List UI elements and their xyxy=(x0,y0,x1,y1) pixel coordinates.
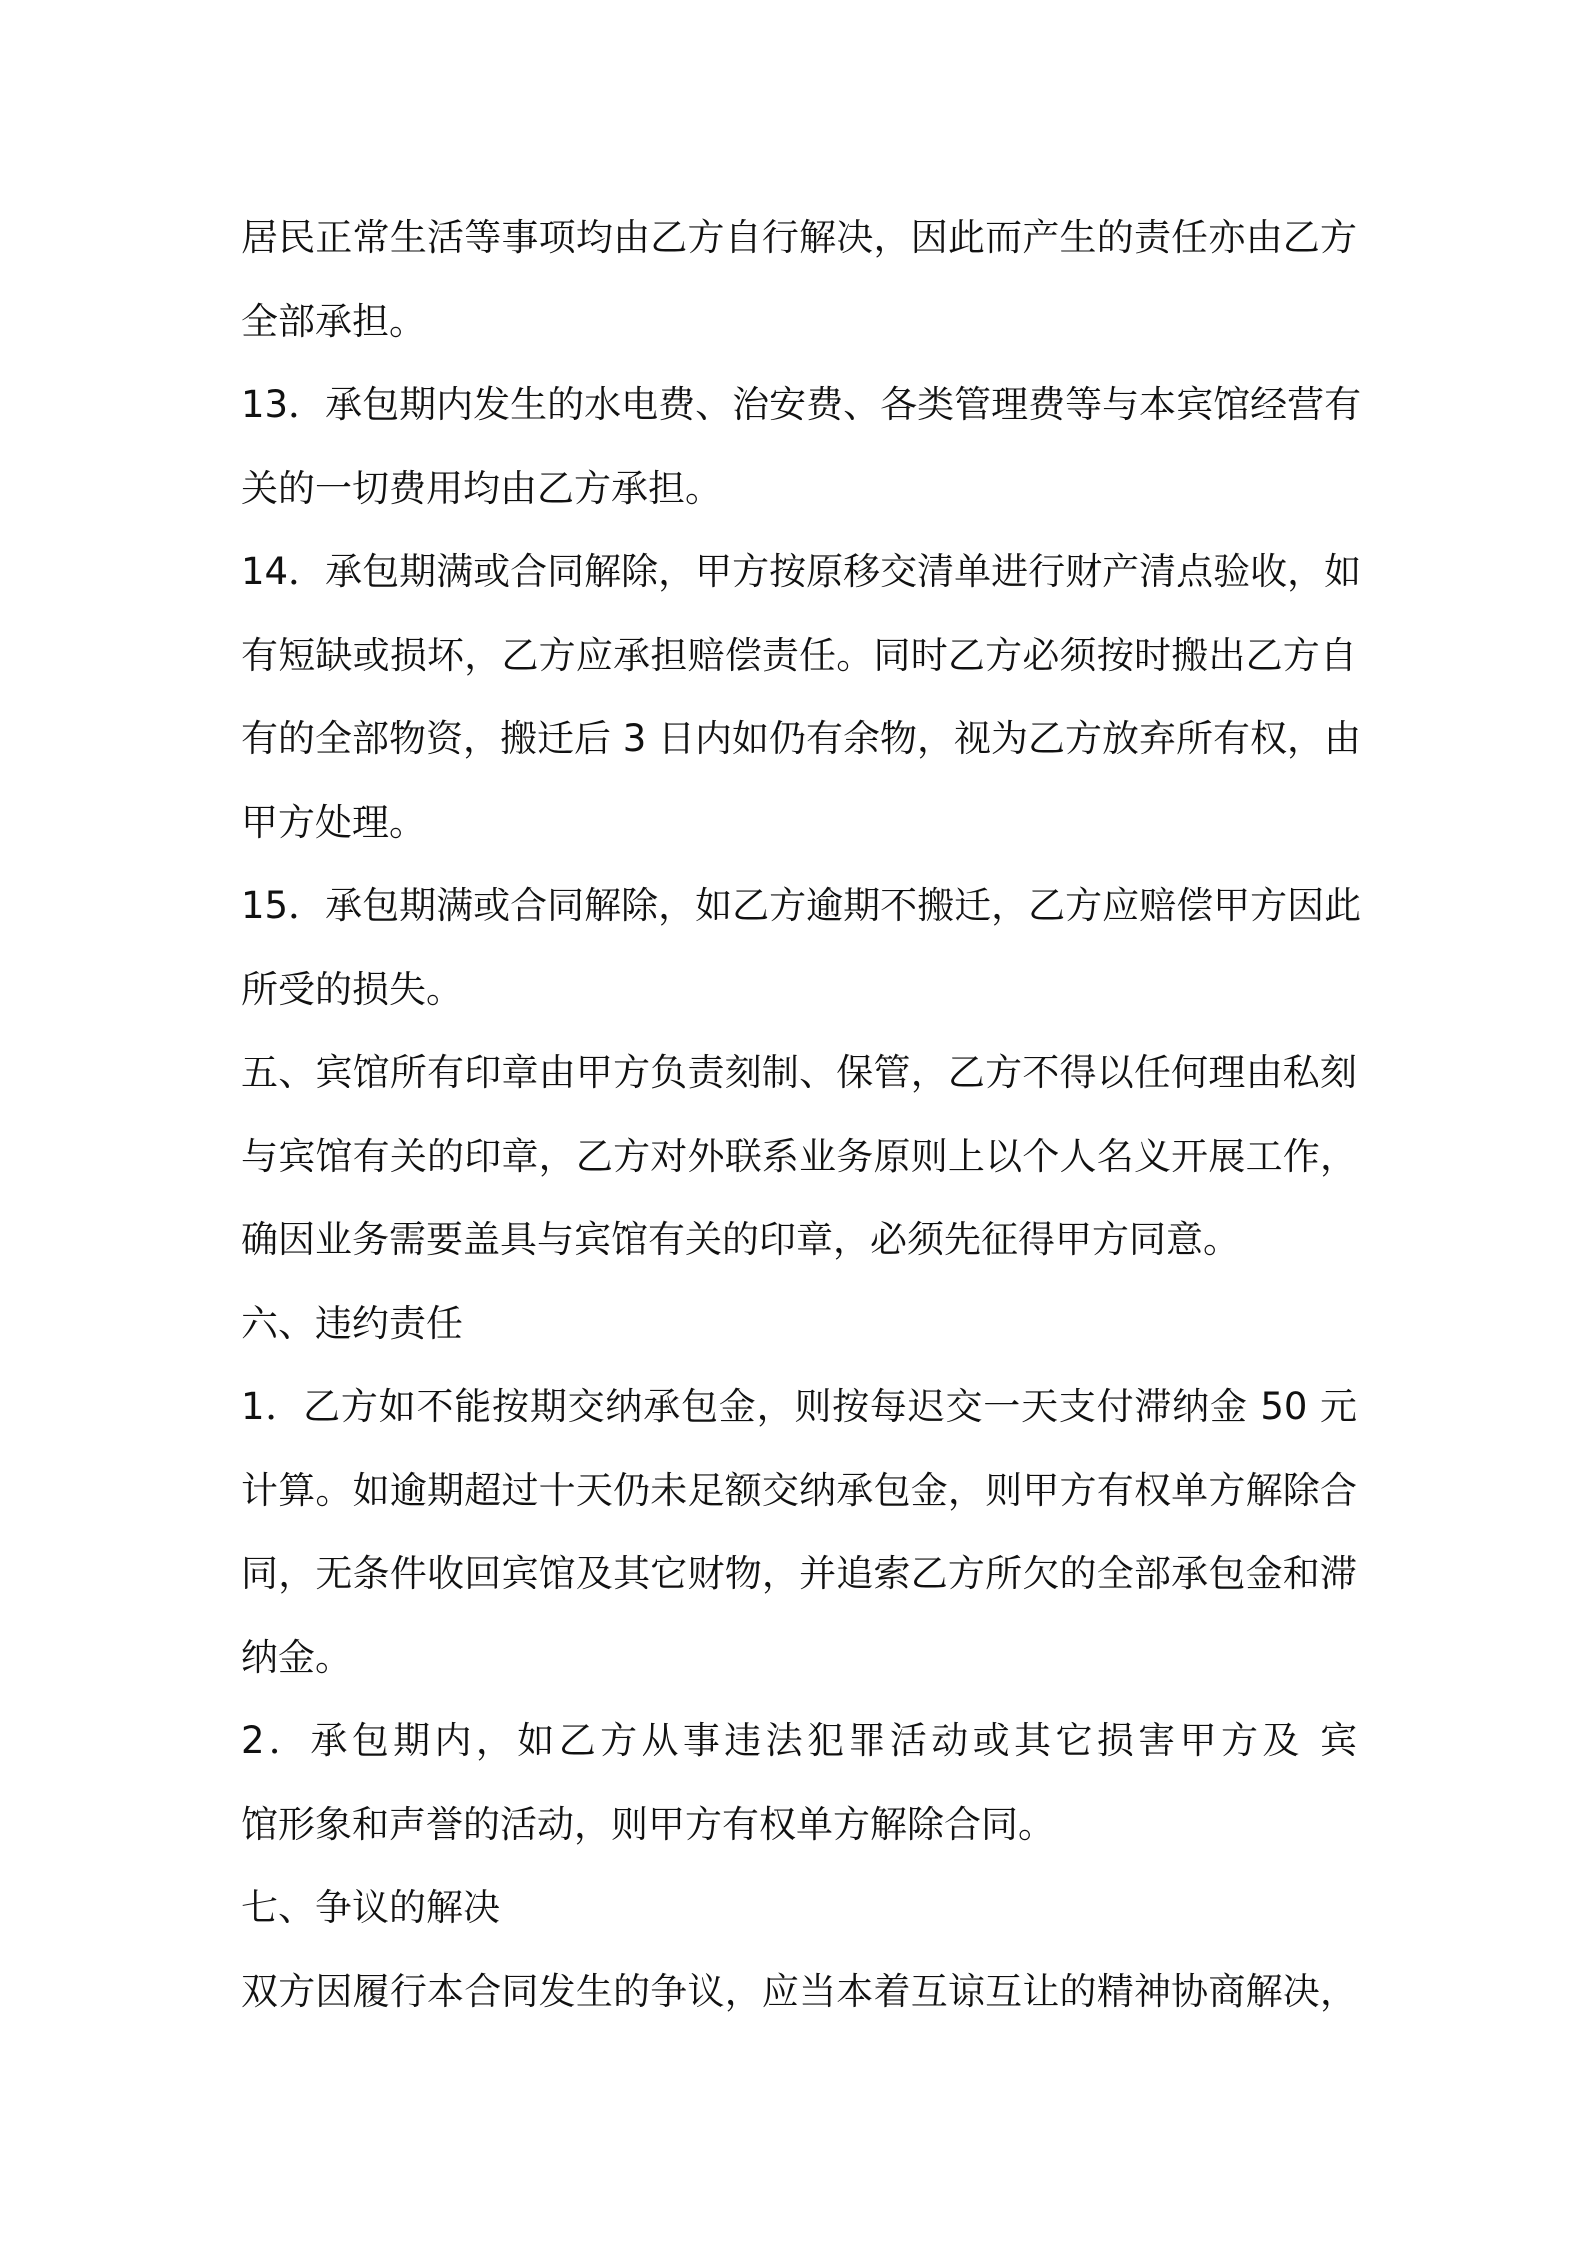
text-line: 全部承担。 xyxy=(241,299,426,343)
text-line: 14．承包期满或合同解除，甲方按原移交清单进行财产清点验收，如 xyxy=(241,550,1362,593)
document-body xyxy=(241,196,1362,2033)
text-line: 关的一切费用均由乙方承担。 xyxy=(241,466,722,510)
text-line: 15．承包期满或合同解除，如乙方逾期不搬迁，乙方应赔偿甲方因此 xyxy=(241,884,1362,927)
text-line: 所受的损失。 xyxy=(241,967,463,1011)
text-line: 有的全部物资，搬迁后 3 日内如仍有余物，视为乙方放弃所有权，由 xyxy=(241,717,1362,760)
text-line: 居民正常生活等事项均由乙方自行解决，因此而产生的责任亦由乙方 xyxy=(241,216,1357,259)
text-line: 纳金。 xyxy=(241,1635,352,1679)
text-line: 五、宾馆所有印章由甲方负责刻制、保管，乙方不得以任何理由私刻 xyxy=(241,1051,1357,1094)
text-line: 确因业务需要盖具与宾馆有关的印章，必须先征得甲方同意。 xyxy=(241,1218,1240,1261)
text-line: 计算。如逾期超过十天仍未足额交纳承包金，则甲方有权单方解除合 xyxy=(241,1468,1357,1512)
text-line: 馆形象和声誉的活动，则甲方有权单方解除合同。 xyxy=(241,1802,1055,1846)
section-heading: 六、违约责任 xyxy=(241,1301,463,1345)
text-line: 双方因履行本合同发生的争议，应当本着互谅互让的精神协商解决， xyxy=(241,1969,1357,2013)
text-line: 13．承包期内发生的水电费、治安费、各类管理费等与本宾馆经营有 xyxy=(241,383,1362,426)
text-line: 甲方处理。 xyxy=(241,800,426,844)
section-heading: 七、争议的解决 xyxy=(241,1886,500,1929)
text-line: 有短缺或损坏，乙方应承担赔偿责任。同时乙方必须按时搬出乙方自 xyxy=(241,633,1357,677)
text-line: 1．乙方如不能按期交纳承包金，则按每迟交一天支付滞纳金 50 元 xyxy=(241,1385,1357,1428)
text-line: 2．承包期内，如乙方从事违法犯罪活动或其它损害甲方及 宾 xyxy=(241,1719,1357,1762)
text-line: 与宾馆有关的印章，乙方对外联系业务原则上以个人名义开展工作， xyxy=(241,1134,1357,1178)
text-line: 同，无条件收回宾馆及其它财物，并追索乙方所欠的全部承包金和滞 xyxy=(241,1552,1357,1595)
